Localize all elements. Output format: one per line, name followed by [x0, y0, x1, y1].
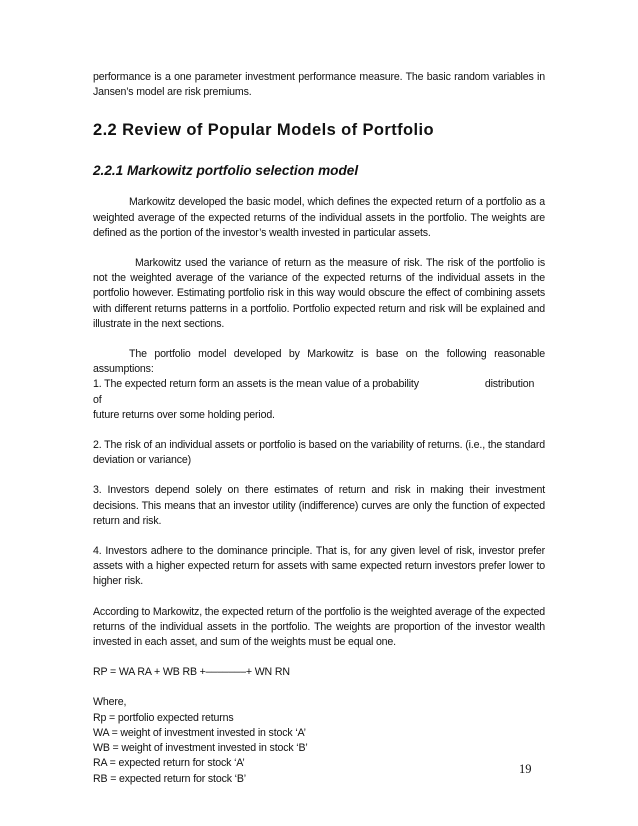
paragraph-assumptions-intro: The portfolio model developed by Markowitz is base on the following reasonable assumptions:	[93, 348, 545, 376]
definition-item: WA = weight of investment invested in stock ‘A’	[93, 726, 306, 739]
assumption-3: 3. Investors depend solely on there estimates of return and risk in making their investment decisions. This means that an investor utility (indifference) curves are only the function of expected return and risk.	[93, 484, 545, 527]
paragraph-markowitz-basic-model: Markowitz developed the basic model, which defines the expected return of a portfolio as a weighted average of the expected returns of the individual assets in the portfolio. The weights are defined as the portion of the investor’s wealth invested in particular assets.	[93, 196, 545, 239]
assumption-1-line-1: 1. The expected return form an assets is the mean value of a probability distribution of	[93, 378, 535, 406]
where-label: Where,	[93, 696, 127, 709]
definitions-list	[93, 695, 545, 786]
page-content	[93, 70, 545, 787]
page-number: 19	[519, 762, 532, 776]
paragraph-variance-risk: Markowitz used the variance of return as the measure of risk. The risk of the portfolio is not the weighted average of the variance of the expected returns of the individual assets in the portfolio however. Estimating portfolio risk in this way would obscure the effect of combining assets with different returns patterns in a portfolio. Portfolio expected return and risk will be explained and illustrate in the next sections.	[93, 257, 545, 330]
assumption-2: 2. The risk of an individual assets or portfolio is based on the variability of returns. (i.e., the standard deviation or variance)	[93, 439, 545, 467]
section-heading: 2.2 Review of Popular Models of Portfolio	[93, 121, 434, 140]
assumption-1	[93, 377, 545, 423]
definition-item: Rp = portfolio expected returns	[93, 711, 234, 724]
assumption-1-line-2: future returns over some holding period.	[93, 408, 275, 421]
portfolio-return-formula: RP = WA RA + WB RB +–––––––+ WN RN	[93, 666, 290, 679]
paragraph-expected-return: According to Markowitz, the expected return of the portfolio is the weighted average of the expected returns of the individual assets in the portfolio. The weights are proportion of the investor wealth invested in each asset, and sum of the weights must be equal one.	[93, 605, 545, 649]
definition-item: RA = expected return for stock ‘A’	[93, 757, 245, 770]
intro-paragraph: performance is a one parameter investment performance measure. The basic random variables in Jansen’s model are risk premiums.	[93, 71, 545, 99]
assumption-4: 4. Investors adhere to the dominance principle. That is, for any given level of risk, investor prefer assets with a higher expected return for assets with same expected return investors prefer lower to higher risk.	[93, 545, 545, 588]
definition-item: RB = expected return for stock ‘B’	[93, 772, 246, 785]
definition-item: WB = weight of investment invested in stock ‘B’	[93, 742, 308, 755]
subsection-heading: 2.2.1 Markowitz portfolio selection model	[93, 163, 359, 179]
